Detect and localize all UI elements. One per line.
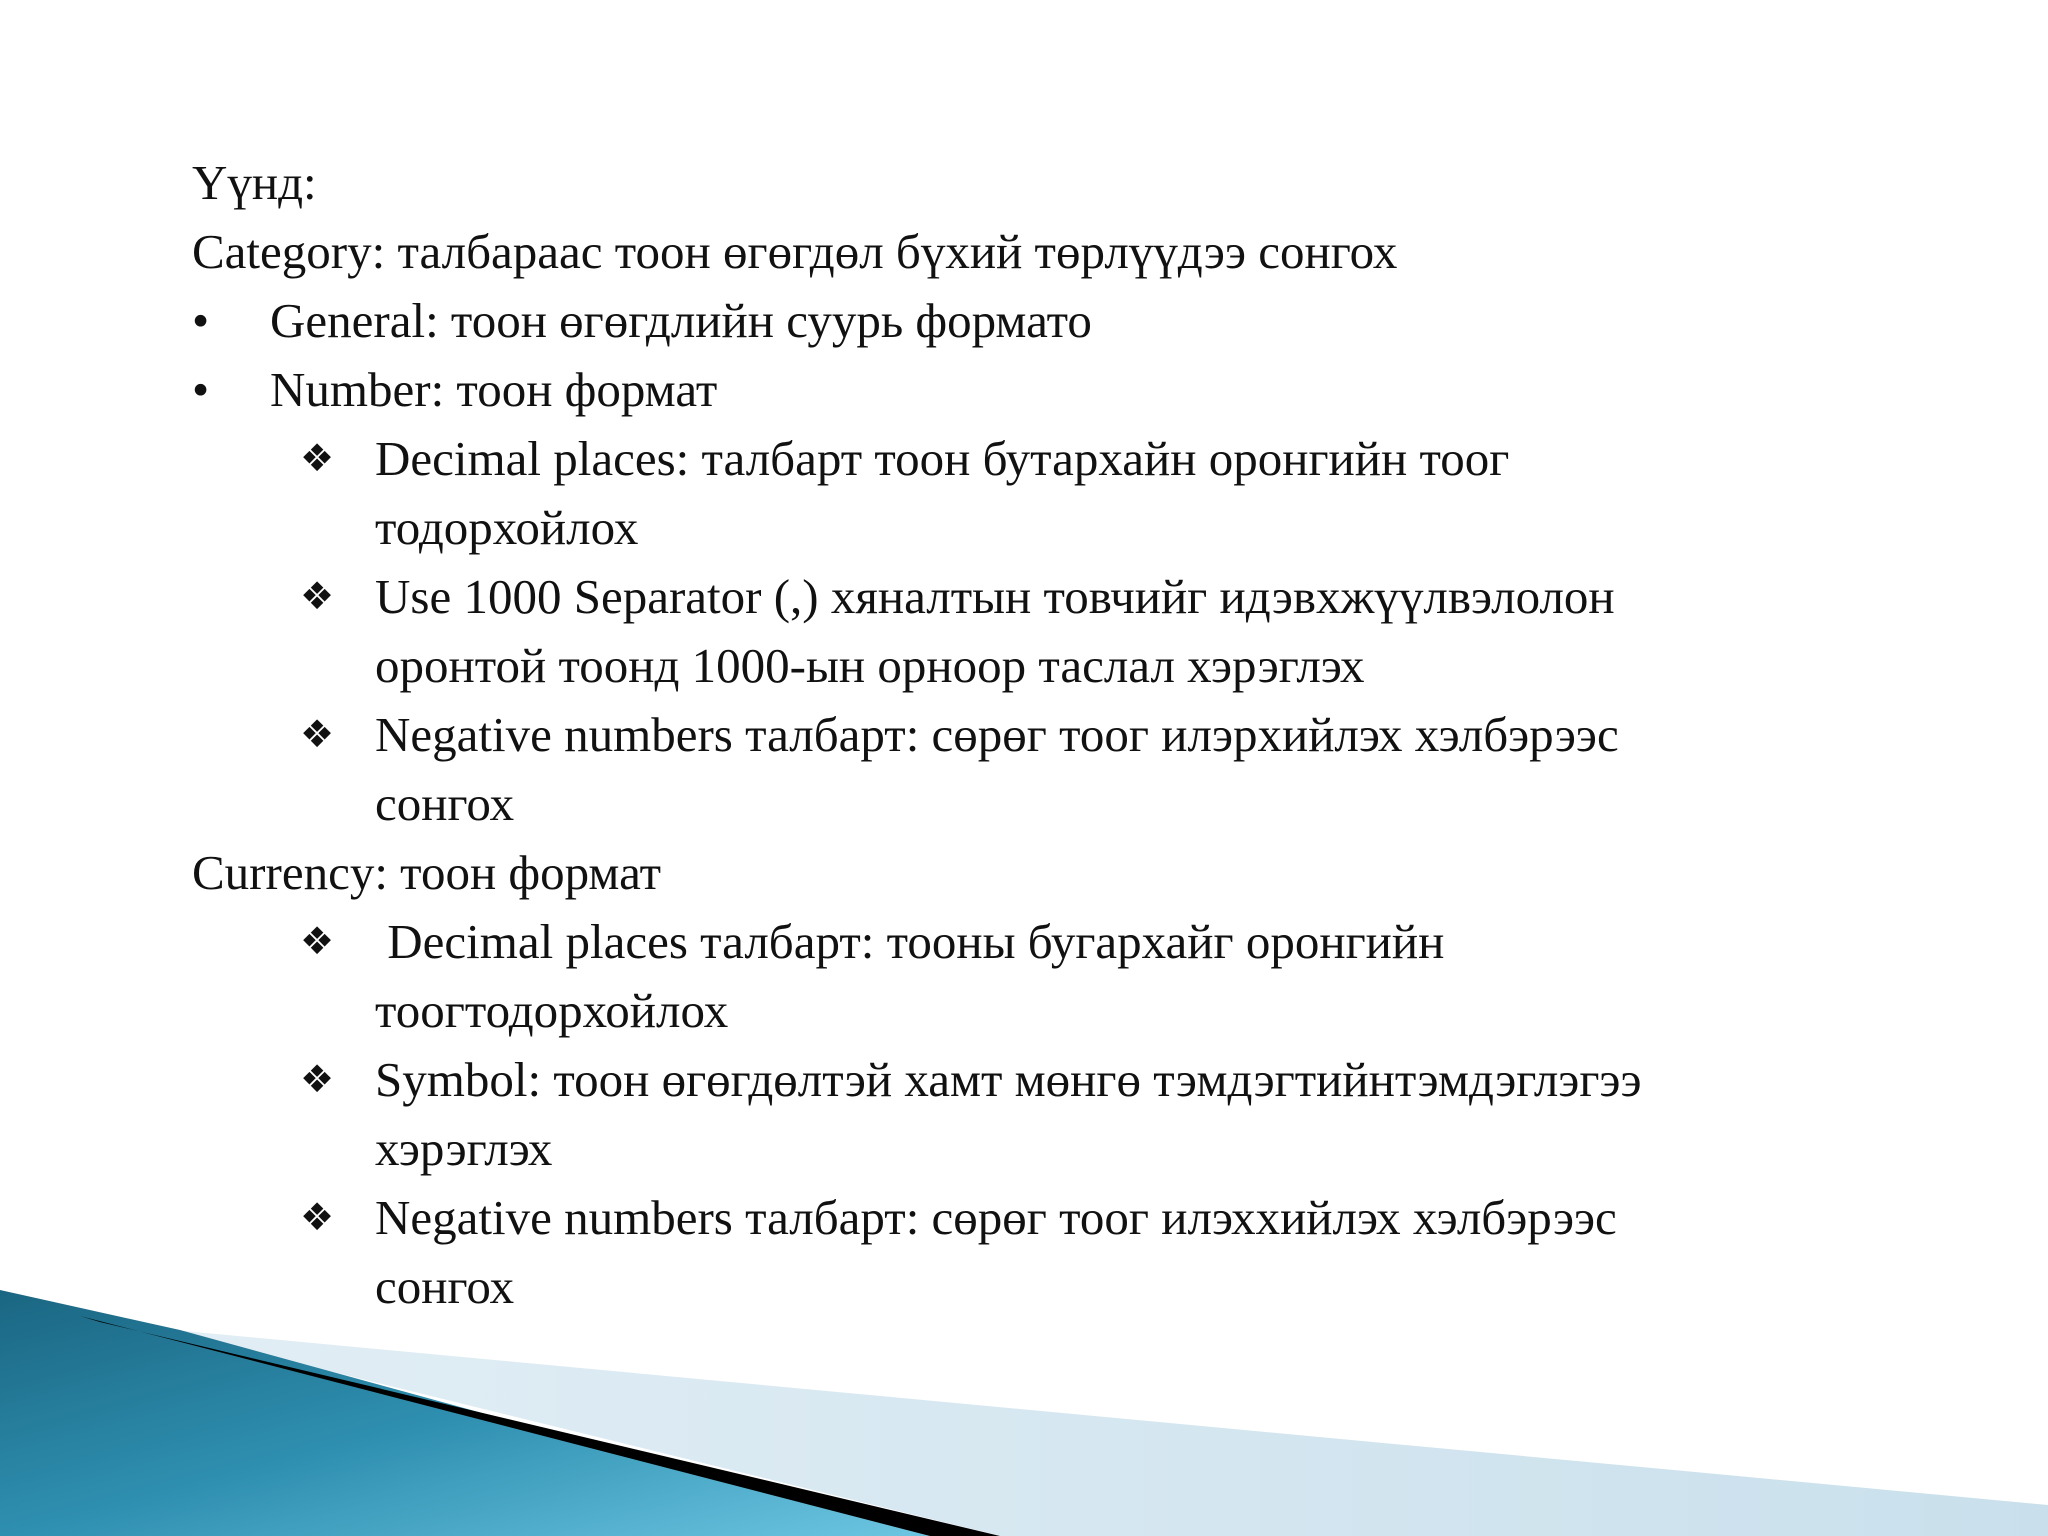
sub-item-line: Decimal places талбарт: тооны бугархайг оронгийн (375, 914, 1445, 969)
number-sub-item-decimal (192, 424, 1892, 562)
diamond-bullet-icon: ❖ (300, 574, 335, 618)
sub-item-line: Symbol: тоон өгөгдөлтэй хамт мөнгө тэмдэгтийнтэмдэглэгээ (375, 1052, 1642, 1107)
diamond-bullet-icon: ❖ (300, 1195, 335, 1239)
diamond-bullet-icon: ❖ (300, 1057, 335, 1101)
category-line: Category: талбараас тоон өгөгдөл бүхий төрлүүдээ сонгох (192, 224, 1398, 279)
sub-item-line: тодорхойлох (375, 500, 639, 555)
sub-item-line: тоогтодорхойлох (375, 983, 729, 1038)
currency-sub-item-symbol (192, 1045, 1892, 1183)
sub-item-line: оронтой тоонд 1000-ын орноор таслал хэрэглэх (375, 638, 1365, 693)
number-sub-item-separator (192, 562, 1892, 700)
bullet-dot-icon: • (192, 293, 210, 348)
sub-item-line: сонгох (375, 776, 515, 831)
sub-item-line: Negative numbers талбарт: сөрөг тоог илэххийлэх хэлбэрээс (375, 1190, 1617, 1245)
currency-sub-item-negative (192, 1183, 1892, 1321)
currency-sub-item-decimal (192, 907, 1892, 1045)
bullet-text: Number: тоон формат (270, 362, 718, 417)
sub-item-line: Decimal places: талбарт тоон бутархайн оронгийн тоог (375, 431, 1510, 486)
bullet-item-general (192, 286, 1892, 355)
sub-item-line: Negative numbers талбарт: сөрөг тоог илэрхийлэх хэлбэрээс (375, 707, 1619, 762)
bullet-text: General: тоон өгөгдлийн суурь формато (270, 293, 1092, 348)
number-sub-item-negative (192, 700, 1892, 838)
currency-line: Currency: тоон формат (192, 845, 661, 900)
sub-item-line: хэрэглэх (375, 1121, 553, 1176)
heading-text: Үүнд: (192, 155, 317, 210)
sub-item-line: сонгох (375, 1259, 515, 1314)
diamond-bullet-icon: ❖ (300, 712, 335, 756)
sub-item-line: Use 1000 Separator (,) хяналтын товчийг идэвхжүүлвэлолон (375, 569, 1615, 624)
bullet-dot-icon: • (192, 362, 210, 417)
slide-body (192, 148, 1892, 1321)
bullet-item-number (192, 355, 1892, 424)
diamond-bullet-icon: ❖ (300, 919, 335, 963)
diamond-bullet-icon: ❖ (300, 436, 335, 480)
